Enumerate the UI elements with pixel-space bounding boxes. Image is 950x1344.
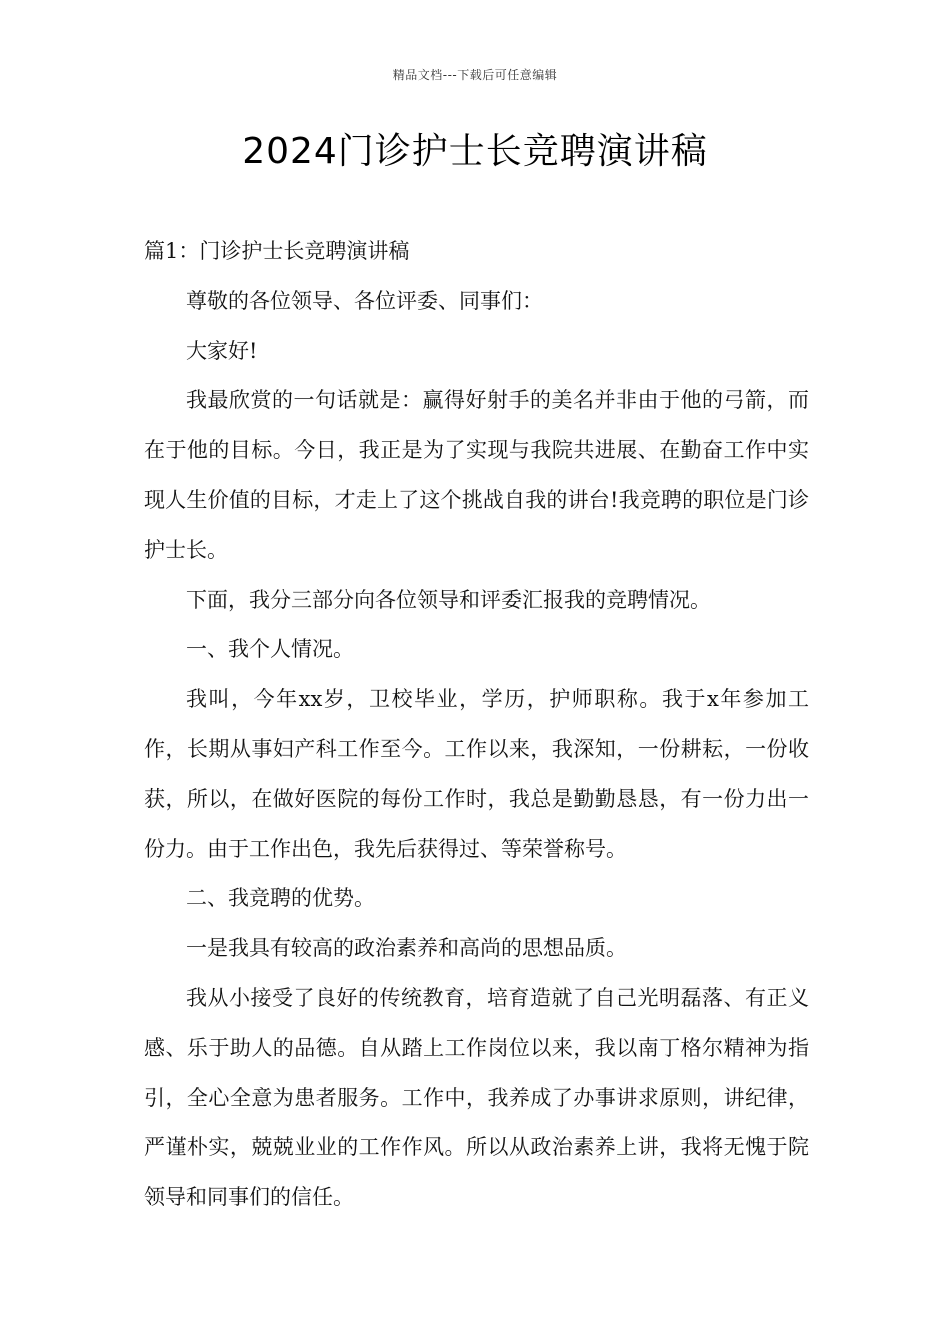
salutation: 尊敬的各位领导、各位评委、同事们： [186,288,543,313]
greeting: 大家好! [186,338,258,363]
body-paragraph: 一是我具有较高的政治素养和高尚的思想品质。 [186,936,627,961]
body-paragraph: 我最欣赏的一句话就是：赢得好射手的美名并非由于他的弓箭，而在于他的目标。今日，我正是为了实现与我院共进展、在勤奋工作中实现人生价值的目标，才走上了这个挑战自我的讲台!我竞聘的职位是门诊护士长。 [144,388,809,562]
body-paragraph: 下面，我分三部分向各位领导和评委汇报我的竞聘情况。 [186,587,711,612]
subheading: 一、我个人情况。 [186,637,354,662]
document-title: 2024门诊护士长竞聘演讲稿 [242,131,708,172]
subheading: 二、我竞聘的优势。 [186,886,375,911]
body-paragraph: 我叫，今年xx岁，卫校毕业，学历，护师职称。我于x年参加工作，长期从事妇产科工作至今。工作以来，我深知，一份耕耘，一份收获，所以，在做好医院的每份工作时，我总是勤勤恳恳，有一份力出一份力。由于工作出色，我先后获得过、等荣誉称号。 [144,687,809,861]
body-paragraph: 我从小接受了良好的传统教育，培育造就了自己光明磊落、有正义感、乐于助人的品德。自从踏上工作岗位以来，我以南丁格尔精神为指引，全心全意为患者服务。工作中，我养成了办事讲求原则，讲纪律，严谨朴实，兢兢业业的工作作风。所以从政治素养上讲，我将无愧于院领导和同事们的信任。 [144,985,809,1210]
header-note: 精品文档---下载后可任意编辑 [392,68,558,82]
section-heading: 篇1：门诊护士长竞聘演讲稿 [144,239,410,263]
document-body [144,227,809,1223]
